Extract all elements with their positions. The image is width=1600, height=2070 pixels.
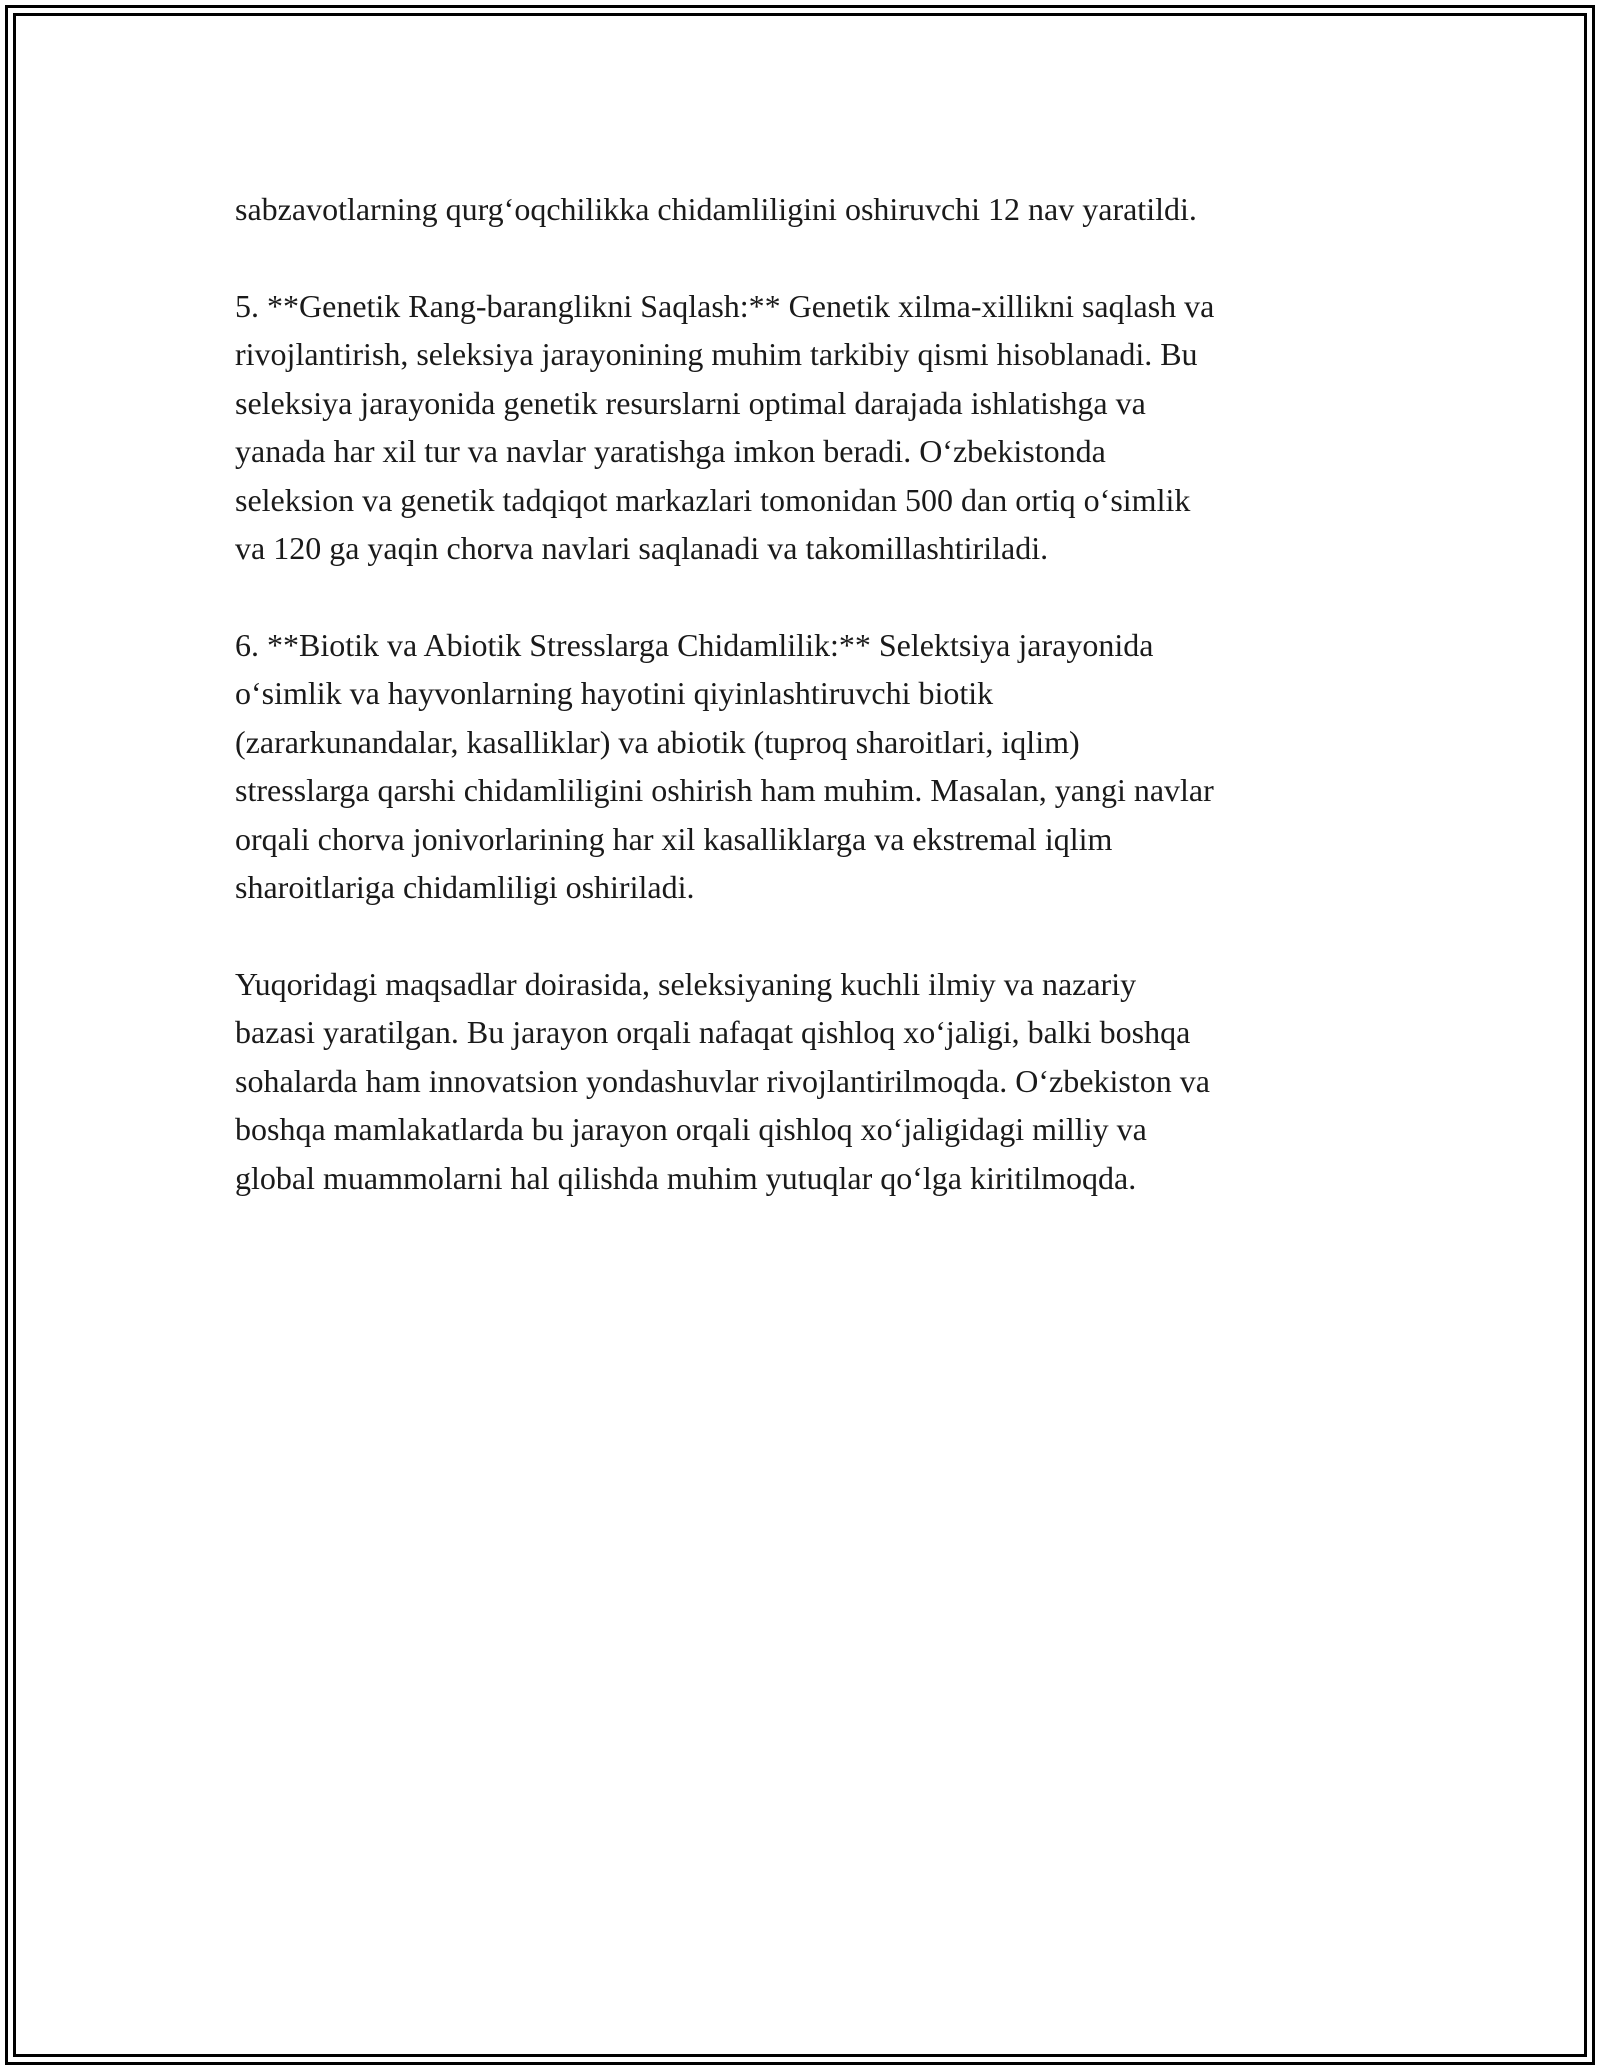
paragraph-genetic-diversity: 5. **Genetik Rang-baranglikni Saqlash:** Genetik xilma-xillikni saqlash va rivojlantirish, seleksiya jarayonining muhim tarkibiy qismi hisoblanadi. Bu seleksiya jarayonida genetik resurslarni optimal darajada ishlatishga va yanada har xil tur va navlar yaratishga imkon beradi. O‘zbekistonda seleksion va genetik tadqiqot markazlari tomonidan 500 dan ortiq o‘simlik va 120 ga yaqin chorva navlari saqlanadi va takomillashtiriladi. <box>235 287 1215 566</box>
paragraph-conclusion: Yuqoridagi maqsadlar doirasida, seleksiyaning kuchli ilmiy va nazariy bazasi yaratilgan. Bu jarayon orqali nafaqat qishloq xo‘jaligi, balki boshqa sohalarda ham innovatsion yondashuvlar rivojlantirilmoqda. O‘zbekiston va boshqa mamlakatlarda bu jarayon orqali qishloq xo‘jaligidagi milliy va global muammolarni hal qilishda muhim yutuqlar qo‘lga kiritilmoqda. <box>235 965 1210 1196</box>
paragraph-stress-resistance: 6. **Biotik va Abiotik Stresslarga Chidamlilik:** Selektsiya jarayonida o‘simlik va hayvonlarning hayotini qiyinlashtiruvchi biotik (zararkunandalar, kasalliklar) va abiotik (tuproq sharoitlari, iqlim) stresslarga qarshi chidamliligini oshirish ham muhim. Masalan, yangi navlar orqali chorva jonivorlarining har xil kasalliklarga va ekstremal iqlim sharoitlariga chidamliligi oshiriladi. <box>235 626 1214 905</box>
paragraph-continuation: sabzavotlarning qurg‘oqchilikka chidamliligini oshiruvchi 12 nav yaratildi. <box>235 191 1197 227</box>
document-body <box>235 185 1370 1250</box>
